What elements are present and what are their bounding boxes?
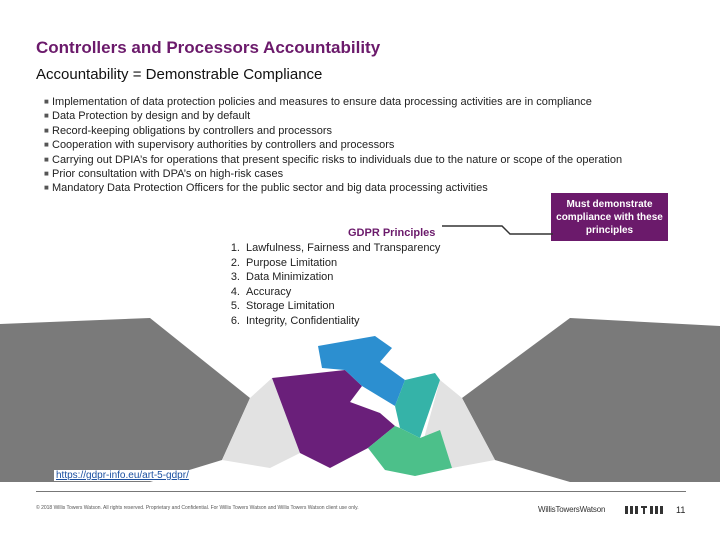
left-sleeve xyxy=(0,318,250,482)
square-bullet-icon: ■ xyxy=(44,154,49,164)
square-bullet-icon: ■ xyxy=(44,125,49,135)
square-bullet-icon: ■ xyxy=(44,111,49,121)
list-item: 5. Storage Limitation xyxy=(230,300,335,313)
square-bullet-icon: ■ xyxy=(44,140,49,150)
list-item: ■ Data Protection by design and by default xyxy=(44,110,251,123)
list-item: 1. Lawfulness, Fairness and Transparency xyxy=(230,242,441,254)
list-item: 4. Accuracy xyxy=(230,285,292,298)
square-bullet-icon: ■ xyxy=(44,97,49,106)
list-item: 6. Integrity, Confidentiality xyxy=(230,314,360,327)
square-bullet-icon: ■ xyxy=(44,183,49,193)
footer-divider xyxy=(36,491,686,492)
callout-connector-line xyxy=(440,222,555,238)
footer-copyright: © 2018 Willis Towers Watson. All rights reserved. Proprietary and Confidential. For Willis Towers Watson and Willis Towers Watson client use only. xyxy=(36,505,359,511)
slide-subtitle: Accountability = Demonstrable Compliance xyxy=(36,66,323,83)
gdpr-principles-heading: GDPR Principles xyxy=(348,227,436,239)
page-number: 11 xyxy=(676,505,686,515)
list-item: ■ Prior consultation with DPA’s on high-risk cases xyxy=(44,168,284,181)
compliance-callout-box: Must demonstrate compliance with these principles xyxy=(551,193,668,241)
list-item: ■ Carrying out DPIA’s for operations that present specific risks to individuals due to the nature or scope of the operation xyxy=(44,153,623,166)
gdpr-principles-list xyxy=(220,241,440,329)
gdpr-article-link[interactable]: https://gdpr-info.eu/art-5-gdpr/ xyxy=(56,470,189,481)
list-item: 2. Purpose Limitation xyxy=(230,256,338,269)
right-sleeve xyxy=(462,318,720,482)
accountability-bullet-list xyxy=(44,95,622,196)
slide-title: Controllers and Processors Accountability xyxy=(36,38,381,57)
wtw-logo-icon xyxy=(625,505,665,515)
brand-wordmark: WillisTowersWatson xyxy=(538,505,606,514)
puzzle-handshake-illustration xyxy=(0,318,720,488)
list-item: 3. Data Minimization xyxy=(230,271,334,284)
list-item: ■ Implementation of data protection policies and measures to ensure data processing activities are in compliance xyxy=(44,96,592,108)
list-item: ■ Cooperation with supervisory authorities by controllers and processors xyxy=(44,139,395,152)
square-bullet-icon: ■ xyxy=(44,169,49,179)
list-item: ■ Record-keeping obligations by controllers and processors xyxy=(44,124,333,137)
list-item: ■ Mandatory Data Protection Officers for the public sector and big data processing activities xyxy=(44,182,488,195)
